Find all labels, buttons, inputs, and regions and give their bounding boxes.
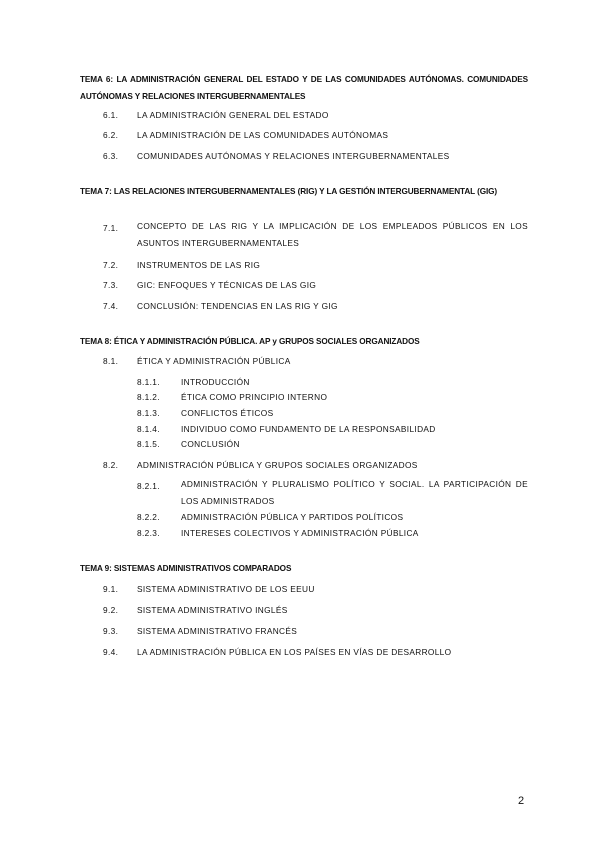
tema-8-heading: TEMA 8: ÉTICA Y ADMINISTRACIÓN PÚBLICA. AP y GRUPOS SOCIALES ORGANIZADOS: [80, 337, 420, 346]
item-text: LA ADMINISTRACIÓN DE LAS COMUNIDADES AUTÓNOMAS: [137, 130, 389, 140]
subitem-number: 8.1.3.: [137, 408, 160, 418]
subitem-number: 8.1.5.: [137, 439, 160, 449]
item-number: 9.1.: [103, 584, 119, 594]
item-number: 7.3.: [103, 280, 119, 290]
subitem-text: INDIVIDUO COMO FUNDAMENTO DE LA RESPONSABILIDAD: [181, 424, 436, 434]
subitem-text: ÉTICA COMO PRINCIPIO INTERNO: [181, 392, 328, 402]
item-text: COMUNIDADES AUTÓNOMAS Y RELACIONES INTERGUBERNAMENTALES: [137, 151, 450, 161]
item-text: CONCEPTO DE LAS RIG Y LA IMPLICACIÓN DE LOS EMPLEADOS PÚBLICOS EN LOS ASUNTOS INTERGUBERNAMENTALES: [137, 221, 528, 248]
item-number: 9.3.: [103, 626, 119, 636]
item-number: 6.3.: [103, 151, 119, 161]
item-number: 9.4.: [103, 647, 119, 657]
subitem-number: 8.1.4.: [137, 424, 160, 434]
tema-9-heading: TEMA 9: SISTEMAS ADMINISTRATIVOS COMPARADOS: [80, 564, 292, 573]
item-number: 9.2.: [103, 605, 119, 615]
subitem-text: ADMINISTRACIÓN PÚBLICA Y PARTIDOS POLÍTICOS: [181, 512, 404, 522]
item-text: INSTRUMENTOS DE LAS RIG: [137, 260, 261, 270]
subitem-text: CONCLUSIÓN: [181, 439, 240, 449]
item-number: 6.2.: [103, 130, 119, 140]
subitem-number: 8.1.2.: [137, 392, 160, 402]
item-text: ADMINISTRACIÓN PÚBLICA Y GRUPOS SOCIALES ORGANIZADOS: [137, 460, 418, 470]
item-number: 8.1.: [103, 356, 119, 366]
subitem-text: ADMINISTRACIÓN Y PLURALISMO POLÍTICO Y SOCIAL. LA PARTICIPACIÓN DE LOS ADMINISTRADOS: [181, 479, 528, 506]
subitem-number: 8.2.1.: [137, 481, 160, 491]
tema-7-heading: TEMA 7: LAS RELACIONES INTERGUBERNAMENTALES (RIG) Y LA GESTIÓN INTERGUBERNAMENTAL (GIG): [80, 187, 498, 196]
subitem-number: 8.2.3.: [137, 528, 160, 538]
item-text: LA ADMINISTRACIÓN PÚBLICA EN LOS PAÍSES EN VÍAS DE DESARROLLO: [137, 647, 452, 657]
item-number: 8.2.: [103, 460, 119, 470]
subitem-text: INTRODUCCIÓN: [181, 377, 250, 387]
subitem-number: 8.1.1.: [137, 377, 160, 387]
item-text: LA ADMINISTRACIÓN GENERAL DEL ESTADO: [137, 110, 329, 120]
subitem-text: INTERESES COLECTIVOS Y ADMINISTRACIÓN PÚBLICA: [181, 528, 419, 538]
item-text: ÉTICA Y ADMINISTRACIÓN PÚBLICA: [137, 356, 291, 366]
item-text: SISTEMA ADMINISTRATIVO FRANCÉS: [137, 626, 298, 636]
tema-6-heading: TEMA 6: LA ADMINISTRACIÓN GENERAL DEL ESTADO Y DE LAS COMUNIDADES AUTÓNOMAS. COMUNIDADES AUTÓNOMAS Y RELACIONES INTERGUBERNAMENTALES: [80, 75, 528, 101]
item-text: SISTEMA ADMINISTRATIVO DE LOS EEUU: [137, 584, 315, 594]
item-text: GIC: ENFOQUES Y TÉCNICAS DE LAS GIG: [137, 280, 317, 290]
item-text: CONCLUSIÓN: TENDENCIAS EN LAS RIG Y GIG: [137, 301, 338, 311]
subitem-number: 8.2.2.: [137, 512, 160, 522]
page-number: 2: [518, 795, 525, 807]
item-number: 6.1.: [103, 110, 119, 120]
item-text: SISTEMA ADMINISTRATIVO INGLÉS: [137, 605, 288, 615]
item-number: 7.4.: [103, 301, 119, 311]
item-number: 7.1.: [103, 223, 119, 233]
subitem-text: CONFLICTOS ÉTICOS: [181, 408, 274, 418]
item-number: 7.2.: [103, 260, 119, 270]
